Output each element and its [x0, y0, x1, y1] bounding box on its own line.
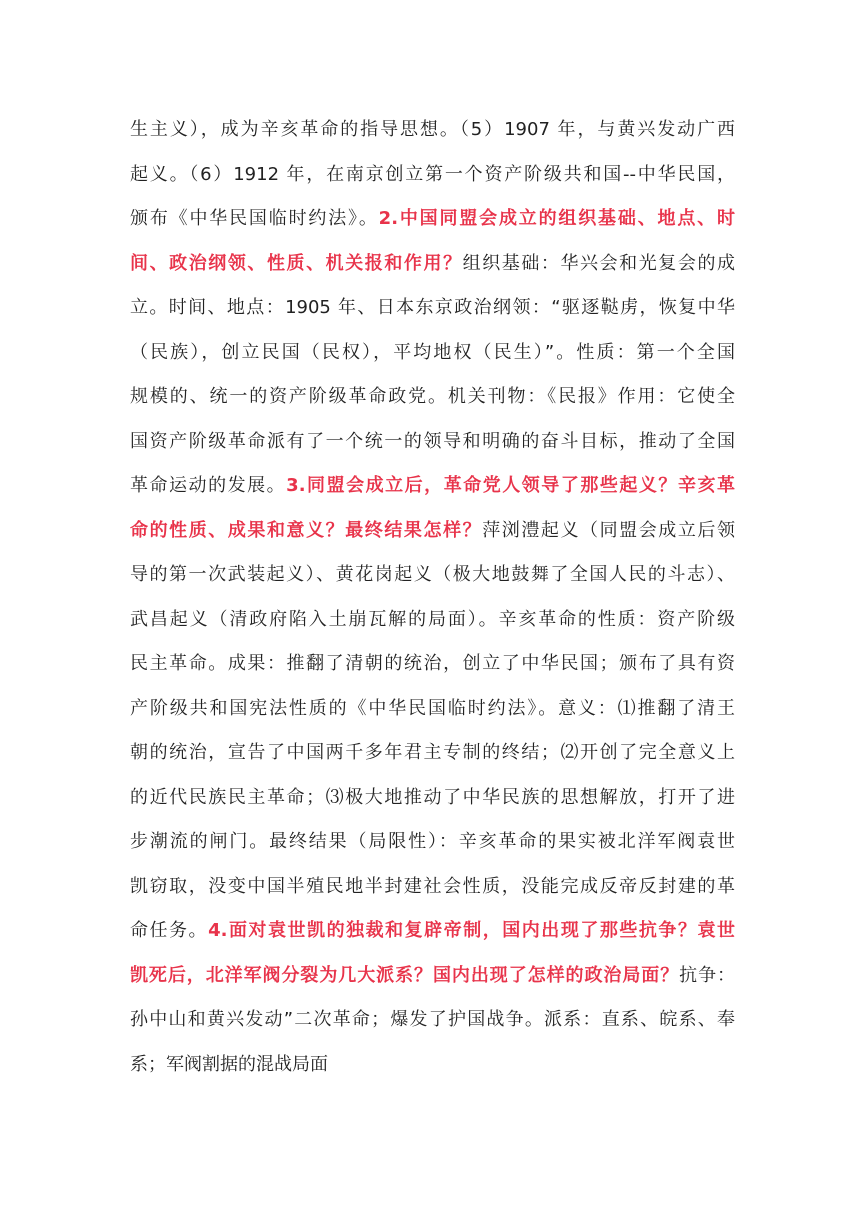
text-line [130, 509, 735, 554]
text-line [130, 331, 735, 376]
body-text: 步潮流的闸门。最终结果（局限性）：辛亥革命的果实被北洋军阀袁世 [130, 831, 735, 852]
body-text: 朝的统治，宣告了中国两千多年君主专制的终结；⑵开创了完全意义上 [130, 742, 735, 763]
body-text: 规模的、统一的资产阶级革命政党。机关刊物：《民报》作用：它使全 [130, 386, 735, 407]
text-line [130, 464, 735, 509]
text-line [130, 998, 735, 1043]
body-text: 起义。（6）1912 年，在南京创立第一个资产阶级共和国--中华民国， [130, 163, 735, 185]
text-line [130, 954, 735, 999]
text-line [130, 731, 735, 776]
text-line [130, 242, 735, 287]
body-text: 立。时间、地点：1905 年、日本东京政治纲领：“驱逐鞑虏，恢复中华 [130, 297, 735, 318]
text-line [130, 776, 735, 821]
question-text: 凯死后，北洋军阀分裂为几大派系？国内出现了怎样的政治局面？ [130, 964, 680, 986]
body-text: 革命运动的发展。 [130, 475, 287, 496]
body-text: 萍浏澧起义（同盟会成立后领 [482, 519, 735, 541]
body-text: 国资产阶级革命派有了一个统一的领导和明确的奋斗目标，推动了全国 [130, 430, 735, 452]
text-line [130, 375, 735, 420]
question-text: 4.面对袁世凯的独裁和复辟帝制，国内出现了那些抗争？袁世 [208, 920, 735, 941]
text-line [130, 865, 735, 910]
text-line [130, 108, 735, 153]
text-line [130, 642, 735, 687]
question-text: 命的性质、成果和意义？最终结果怎样？ [130, 519, 483, 541]
body-text: 抗争： [679, 964, 735, 986]
text-line [130, 553, 735, 598]
body-text: （民族），创立民国（民权），平均地权（民生）”。性质：第一个全国 [130, 341, 735, 363]
text-line [130, 420, 735, 465]
body-text: 武昌起义（清政府陷入土崩瓦解的局面）。辛亥革命的性质：资产阶级 [130, 608, 735, 630]
body-text: 的近代民族民主革命；⑶极大地推动了中华民族的思想解放，打开了进 [130, 786, 735, 808]
text-line [130, 153, 735, 198]
question-text: 2.中国同盟会成立的组织基础、地点、时 [378, 208, 735, 229]
text-line [130, 286, 735, 331]
body-text: 命任务。 [130, 920, 209, 941]
text-line [130, 687, 735, 732]
body-text: 产阶级共和国宪法性质的《中华民国临时约法》。意义：⑴推翻了清王 [130, 697, 735, 719]
body-text: 生主义），成为辛亥革命的指导思想。（5）1907 年，与黄兴发动广西 [130, 119, 735, 140]
document-page [130, 108, 735, 1087]
text-line [130, 909, 735, 954]
text-line [130, 820, 735, 865]
body-text: 系；军阀割据的混战局面 [130, 1053, 328, 1075]
body-text: 导的第一次武装起义）、黄花岗起义（极大地鼓舞了全国人民的斗志）、 [130, 564, 735, 585]
body-text: 民主革命。成果：推翻了清朝的统治，创立了中华民国；颁布了具有资 [130, 653, 735, 674]
body-text: 颁布《中华民国临时约法》。 [130, 208, 379, 229]
text-line [130, 197, 735, 242]
body-text: 孙中山和黄兴发动”二次革命；爆发了护国战争。派系：直系、皖系、奉 [130, 1009, 735, 1030]
text-line [130, 1043, 735, 1088]
body-text: 凯窃取，没变中国半殖民地半封建社会性质，没能完成反帝反封建的革 [130, 875, 735, 897]
body-text: 组织基础：华兴会和光复会的成 [462, 252, 735, 274]
text-line [130, 598, 735, 643]
question-text: 间、政治纲领、性质、机关报和作用？ [130, 252, 463, 274]
question-text: 3.同盟会成立后，革命党人领导了那些起义？辛亥革 [286, 475, 735, 496]
